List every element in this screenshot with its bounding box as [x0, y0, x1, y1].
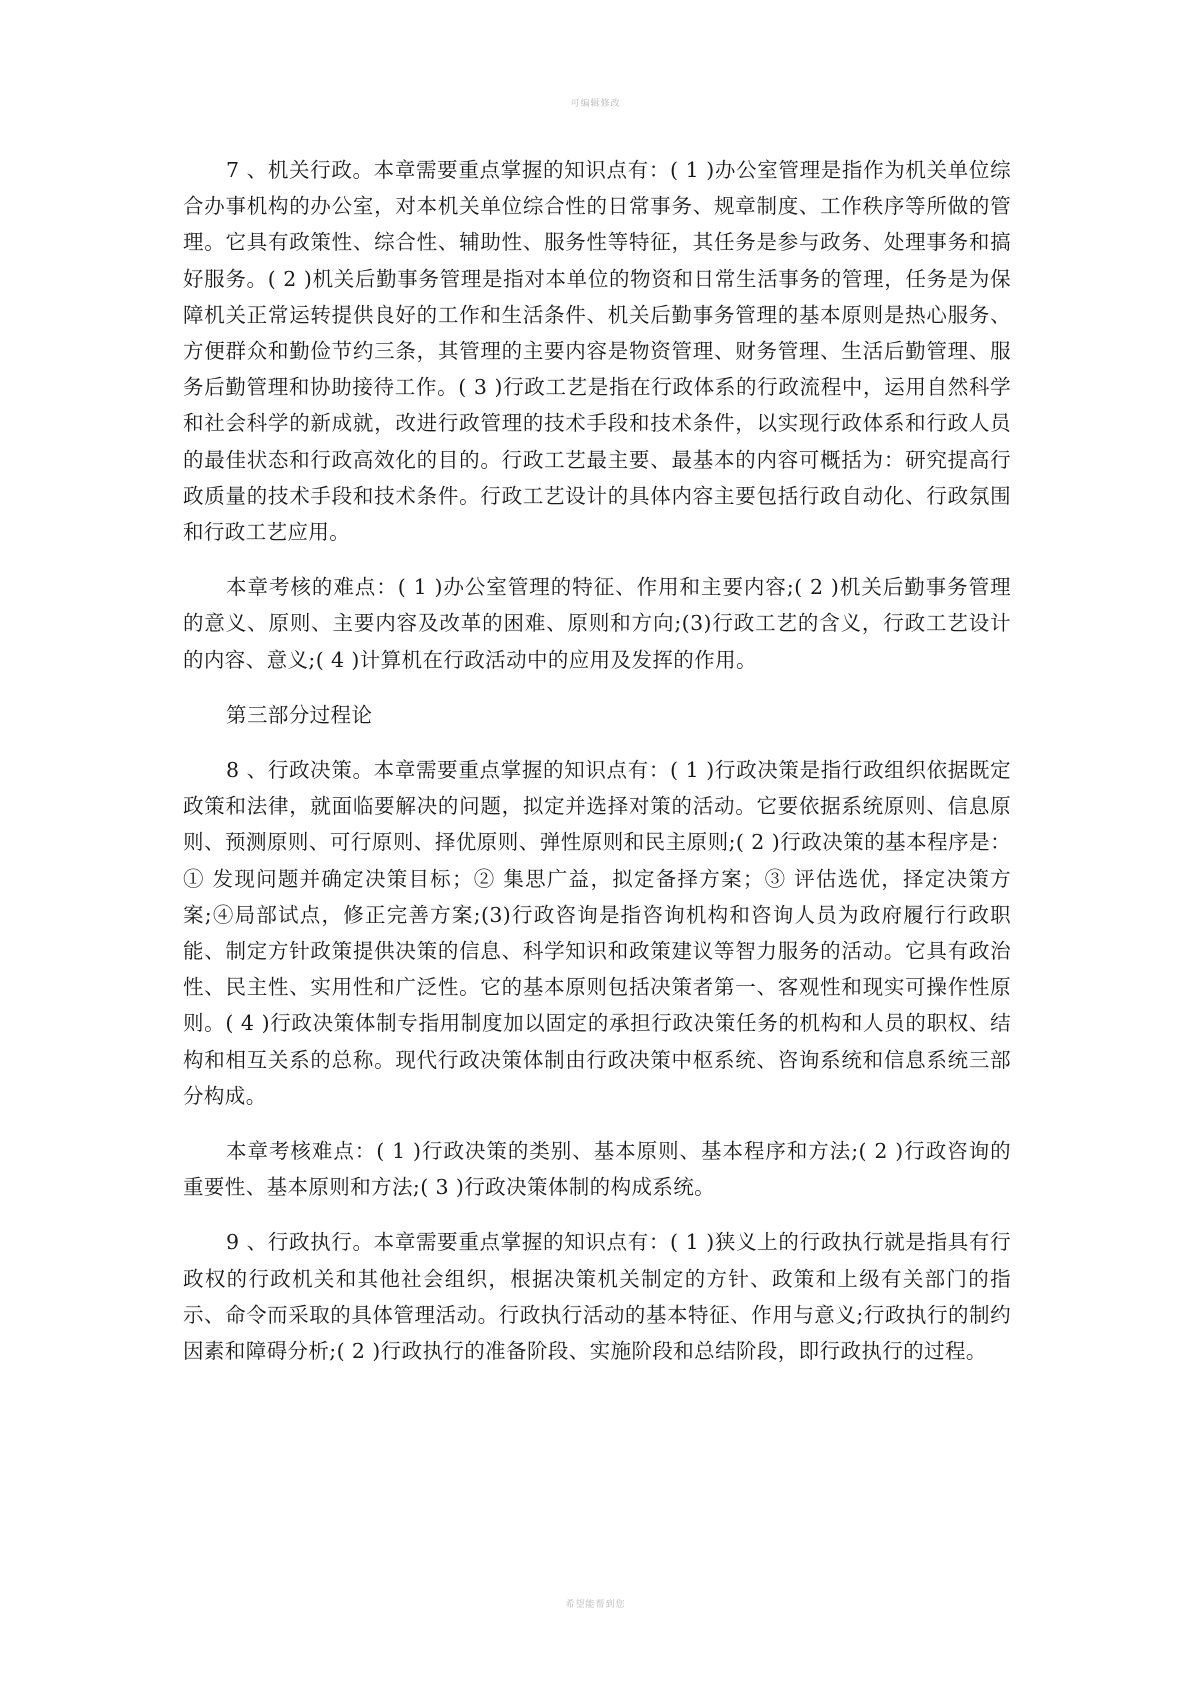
- part-three-heading: 第三部分过程论: [226, 702, 373, 727]
- paragraph-section-7-difficulties: 本章考核的难点：( 1 )办公室管理的特征、作用和主要内容;( 2 )机关后勤事务管理的意义、原则、主要内容及改革的困难、原则和方向;(3)行政工艺的含义，行政工艺设计的内容、意义;( 4 )计算机在行政活动中的应用及发挥的作用。: [183, 575, 1011, 672]
- paragraph-section-9: 9 、行政执行。本章需要重点掌握的知识点有：( 1 )狭义上的行政执行就是指具有行政权的行政机关和其他社会组织，根据决策机关制定的方针、政策和上级有关部门的指示、命令而采取的具体管理活动。行政执行活动的基本特征、作用与意义;行政执行的制约因素和障碍分析;( 2 )行政执行的准备阶段、实施阶段和总结阶段，即行政执行的过程。: [183, 1230, 1011, 1364]
- paragraph-section-8: 8 、行政决策。本章需要重点掌握的知识点有：( 1 )行政决策是指行政组织依据既定政策和法律，就面临要解决的问题，拟定并选择对策的活动。它要依据系统原则、信息原则、预测原则、可行原则、择优原则、弹性原则和民主原则;( 2 )行政决策的基本程序是： ① 发现问题并确定决策目标；② 集思广益，拟定备择方案；③ 评估选优，择定决策方案;④局部试点，修正完善方案;(3)行政咨询是指咨询机构和咨询人员为政府履行行政职能、制定方针政策提供决策的信息、科学知识和政策建议等智力服务的活动。它具有政治性、民主性、实用性和广泛性。它的基本原则包括决策者第一、客观性和现实可操作性原则。( 4 )行政决策体制专指用制度加以固定的承担行政决策任务的机构和人员的职权、结构和相互关系的总称。现代行政决策体制由行政决策中枢系统、咨询系统和信息系统三部分构成。: [183, 758, 1011, 1108]
- paragraph-section-8-difficulties: 本章考核难点：( 1 )行政决策的类别、基本原则、基本程序和方法;( 2 )行政咨询的重要性、基本原则和方法;( 3 )行政决策体制的构成系统。: [183, 1139, 1011, 1200]
- paragraph-section-7: 7 、机关行政。本章需要重点掌握的知识点有：( 1 )办公室管理是指作为机关单位综合办事机构的办公室，对本机关单位综合性的日常事务、规章制度、工作秩序等所做的管理。它具有政策性、综合性、辅助性、服务性等特征，其任务是参与政务、处理事务和搞好服务。( 2 )机关后勤事务管理是指对本单位的物资和日常生活事务的管理，任务是为保障机关正常运转提供良好的工作和生活条件、机关后勤事务管理的基本原则是热心服务、方便群众和勤俭节约三条，其管理的主要内容是物资管理、财务管理、生活后勤管理、服务后勤管理和协助接待工作。( 3 )行政工艺是指在行政体系的行政流程中，运用自然科学和社会科学的新成就，改进行政管理的技术手段和技术条件，以实现行政体系和行政人员的最佳状态和行政高效化的目的。行政工艺最主要、最基本的内容可概括为：研究提高行政质量的技术手段和技术条件。行政工艺设计的具体内容主要包括行政自动化、行政氛围和行政工艺应用。: [183, 158, 1011, 545]
- page-footer: 希望能帮到您: [565, 1600, 626, 1610]
- page-header: 可编辑修改: [570, 99, 621, 109]
- document-body: [183, 152, 1011, 1388]
